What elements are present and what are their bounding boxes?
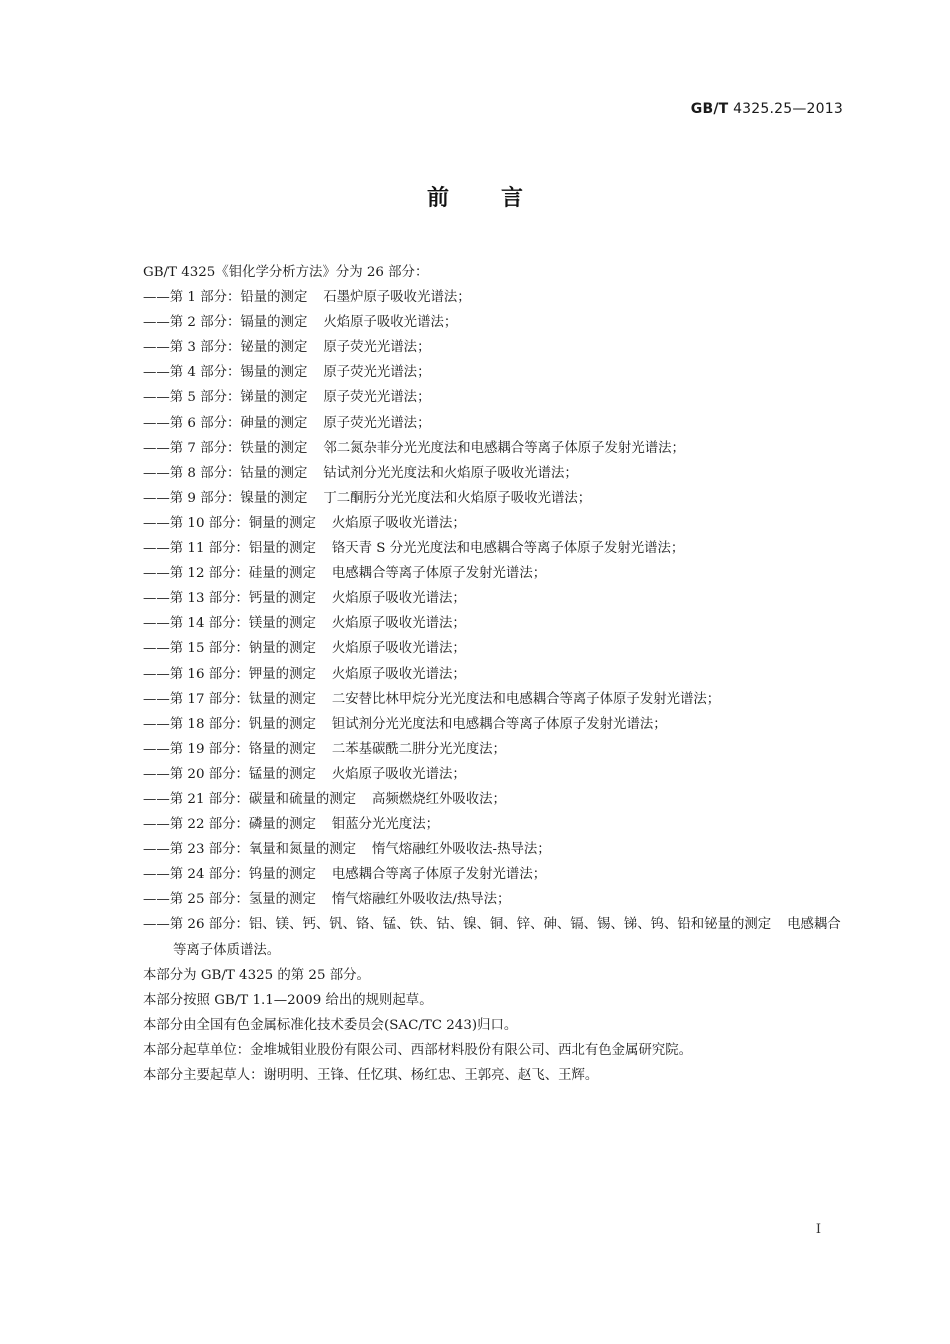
part-label: ——第 7 部分：铁量的测定 bbox=[143, 440, 308, 456]
part-method: 惰气熔融红外吸收法/热导法； bbox=[331, 892, 511, 908]
part-item bbox=[143, 411, 848, 436]
part-method: 原子荧光光谱法； bbox=[323, 365, 431, 381]
part-label: ——第 22 部分：磷量的测定 bbox=[143, 817, 316, 833]
part-label: ——第 25 部分：氢量的测定 bbox=[143, 892, 316, 908]
part-method: 原子荧光光谱法； bbox=[323, 415, 431, 431]
part-item bbox=[143, 662, 848, 687]
part-label: ——第 26 部分：铝、镁、钙、钒、铬、锰、铁、钴、镍、铜、锌、砷、镉、锡、锑、钨、铅和铋量的测定 bbox=[143, 917, 772, 933]
part-method: 石墨炉原子吸收光谱法； bbox=[323, 290, 471, 306]
centralized-by-statement: 本部分由全国有色金属标准化技术委员会(SAC/TC 243)归口。 bbox=[143, 1017, 518, 1033]
part-item bbox=[143, 285, 848, 310]
part-method: 火焰原子吸收光谱法； bbox=[331, 641, 466, 657]
part-label: ——第 18 部分：钒量的测定 bbox=[143, 716, 316, 732]
part-method: 钴试剂分光光度法和火焰原子吸收光谱法； bbox=[323, 465, 578, 481]
drafting-rules-statement: 本部分按照 GB/T 1.1—2009 给出的规则起草。 bbox=[143, 992, 433, 1008]
part-label: ——第 1 部分：铅量的测定 bbox=[143, 290, 308, 306]
part-label: ——第 21 部分：碳量和硫量的测定 bbox=[143, 791, 357, 807]
part-label: ——第 15 部分：钠量的测定 bbox=[143, 641, 316, 657]
part-item bbox=[143, 335, 848, 360]
page-title: 前言 bbox=[426, 186, 575, 211]
part-method: 二安替比林甲烷分光光度法和电感耦合等离子体原子发射光谱法； bbox=[331, 691, 721, 707]
part-label: ——第 24 部分：钨量的测定 bbox=[143, 867, 316, 883]
intro-line: GB/T 4325《钼化学分析方法》分为 26 部分： bbox=[143, 265, 429, 280]
part-label: ——第 12 部分：硅量的测定 bbox=[143, 566, 316, 582]
part-item bbox=[143, 385, 848, 410]
part-method: 火焰原子吸收光谱法； bbox=[331, 616, 466, 632]
part-label: ——第 5 部分：锑量的测定 bbox=[143, 390, 308, 406]
part-item bbox=[143, 737, 848, 762]
part-method: 邻二氮杂菲分光光度法和电感耦合等离子体原子发射光谱法； bbox=[323, 440, 685, 456]
part-item bbox=[143, 712, 848, 737]
part-label: ——第 17 部分：钛量的测定 bbox=[143, 691, 316, 707]
part-label: ——第 11 部分：铝量的测定 bbox=[143, 541, 316, 557]
part-item bbox=[143, 536, 848, 561]
part-method: 钼蓝分光光度法； bbox=[331, 817, 439, 833]
part-label: ——第 20 部分：锰量的测定 bbox=[143, 766, 316, 782]
part-label: ——第 13 部分：钙量的测定 bbox=[143, 591, 316, 607]
part-item bbox=[143, 862, 848, 887]
part-label: ——第 23 部分：氧量和氮量的测定 bbox=[143, 842, 357, 858]
part-label: ——第 2 部分：镉量的测定 bbox=[143, 315, 308, 331]
part-label: ——第 19 部分：铬量的测定 bbox=[143, 741, 316, 757]
part-method: 原子荧光光谱法； bbox=[323, 390, 431, 406]
parts-list bbox=[143, 285, 848, 963]
part-item bbox=[143, 486, 848, 511]
part-item bbox=[143, 310, 848, 335]
part-item bbox=[143, 436, 848, 461]
foreword-body bbox=[143, 260, 848, 1088]
part-method: 高频燃烧红外吸收法； bbox=[372, 791, 506, 807]
part-method: 火焰原子吸收光谱法； bbox=[331, 515, 466, 531]
part-label: ——第 10 部分：铜量的测定 bbox=[143, 515, 316, 531]
standard-number: 4325.25—2013 bbox=[733, 101, 843, 117]
part-method: 二苯基碳酰二肼分光光度法； bbox=[331, 741, 506, 757]
part-method: 惰气熔融红外吸收法-热导法； bbox=[372, 842, 551, 858]
part-item bbox=[143, 611, 848, 636]
part-method: 电感耦合等离子体质谱法。 bbox=[173, 917, 841, 958]
part-item bbox=[143, 586, 848, 611]
part-method: 铬天青 S 分光光度法和电感耦合等离子体原子发射光谱法； bbox=[331, 541, 685, 557]
part-label: ——第 3 部分：铋量的测定 bbox=[143, 340, 308, 356]
part-item bbox=[143, 461, 848, 486]
part-method: 丁二酮肟分光光度法和火焰原子吸收光谱法； bbox=[323, 490, 592, 506]
part-label: ——第 4 部分：锡量的测定 bbox=[143, 365, 308, 381]
part-item bbox=[143, 687, 848, 712]
part-method: 钽试剂分光光度法和电感耦合等离子体原子发射光谱法； bbox=[331, 716, 667, 732]
part-method: 火焰原子吸收光谱法； bbox=[323, 315, 458, 331]
part-item bbox=[143, 912, 848, 962]
part-method: 原子荧光光谱法； bbox=[323, 340, 431, 356]
part-label: ——第 16 部分：钾量的测定 bbox=[143, 666, 316, 682]
standard-prefix: GB/T bbox=[690, 101, 729, 117]
part-item bbox=[143, 837, 848, 862]
part-item bbox=[143, 787, 848, 812]
part-item bbox=[143, 762, 848, 787]
part-item bbox=[143, 561, 848, 586]
part-method: 火焰原子吸收光谱法； bbox=[331, 666, 466, 682]
drafters-statement: 本部分主要起草人：谢明明、王锋、任忆琪、杨红忠、王郭亮、赵飞、王辉。 bbox=[143, 1068, 599, 1083]
part-method: 电感耦合等离子体原子发射光谱法； bbox=[331, 566, 547, 582]
part-item bbox=[143, 812, 848, 837]
part-item bbox=[143, 511, 848, 536]
part-method: 火焰原子吸收光谱法； bbox=[331, 591, 466, 607]
part-label: ——第 14 部分：镁量的测定 bbox=[143, 616, 316, 632]
part-method: 火焰原子吸收光谱法； bbox=[331, 766, 466, 782]
drafting-units-statement: 本部分起草单位：金堆城钼业股份有限公司、西部材料股份有限公司、西北有色金属研究院。 bbox=[143, 1042, 693, 1058]
standard-code bbox=[691, 101, 843, 117]
part-item bbox=[143, 887, 848, 912]
part-item bbox=[143, 360, 848, 385]
part-label: ——第 9 部分：镍量的测定 bbox=[143, 490, 308, 506]
part-item bbox=[143, 636, 848, 661]
page-number: I bbox=[815, 1222, 821, 1237]
part-label: ——第 6 部分：砷量的测定 bbox=[143, 415, 308, 431]
part-method: 电感耦合等离子体原子发射光谱法； bbox=[331, 867, 547, 883]
part-label: ——第 8 部分：钴量的测定 bbox=[143, 465, 308, 481]
part-of-statement: 本部分为 GB/T 4325 的第 25 部分。 bbox=[143, 967, 370, 983]
